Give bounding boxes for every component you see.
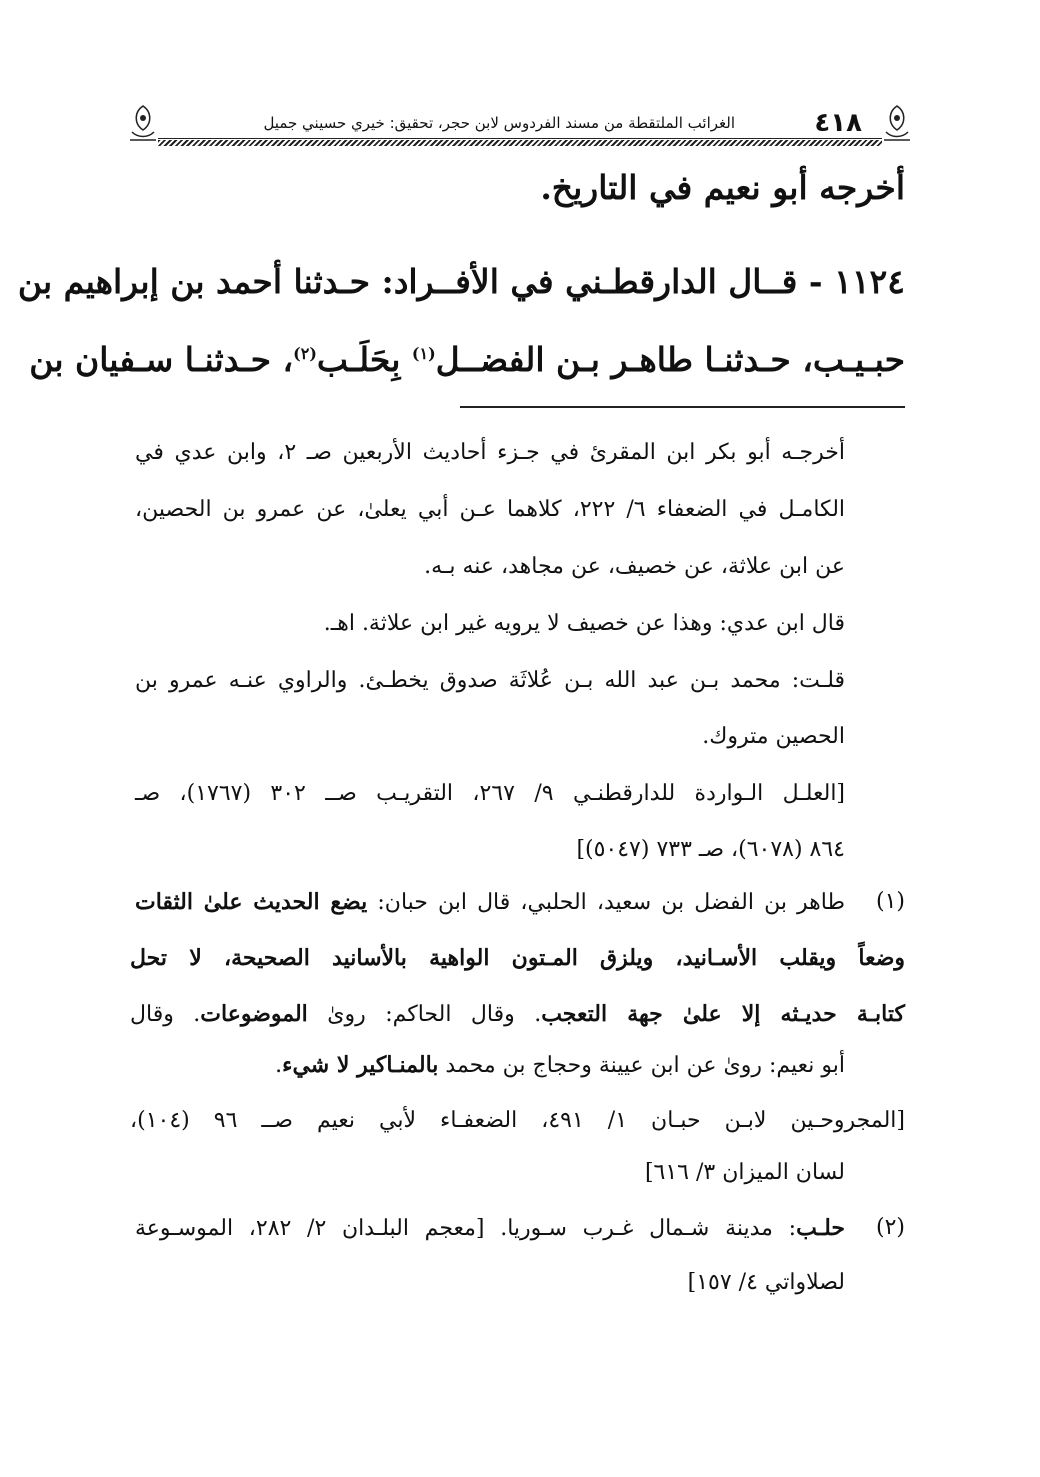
running-header (130, 100, 910, 148)
text-run-bold: بالمنـاكير لا شيء (282, 1052, 439, 1078)
footnote-line (130, 1001, 905, 1027)
footnote-ref: (١) (411, 344, 436, 363)
hadith-line: ١١٢٤ - قــال الدارقطـني في الأفــراد: حـدثنا أحمد بن إبراهيم بن (17, 262, 905, 301)
footnote-line (135, 1052, 845, 1078)
text-run-bold: كتابـة حديـثه إلا علىٰ جهة التعجب (541, 1001, 905, 1027)
text-run: . وقال (130, 1002, 201, 1027)
ornament-icon (880, 102, 914, 146)
text-run: أبو نعيم: روىٰ عن ابن عيينة وحجاج بن محمد (438, 1053, 845, 1078)
commentary-line: ٨٦٤ (٦٠٧٨)، صـ ٧٣٣ (٥٠٤٧)] (576, 837, 845, 862)
footnote-line (135, 889, 845, 915)
header-rule (158, 138, 882, 139)
footnote-line: [المجروحـين لابـن حبـان ١/ ٤٩١، الضعفـاء لأبي نعيم صــ ٩٦ (١٠٤)، (130, 1108, 906, 1133)
text-run: . وقال الحاكم: روىٰ (307, 1002, 542, 1027)
hadith-line (29, 340, 905, 379)
header-title: الغرائب الملتقطة من مسند الفردوس لابن حجر، تحقيق: خيري حسيني جميل (263, 114, 735, 132)
main-line: أخرجه أبو نعيم في التاريخ. (540, 168, 905, 207)
commentary-line: أخرجـه أبو بكر ابن المقرئ في جـزء أحاديث الأربعين صـ ٢، وابن عدي في (135, 440, 845, 465)
page-number: ٤١٨ (814, 108, 862, 138)
footnote-separator (460, 406, 905, 408)
text-run: بِحَلَـب (316, 340, 412, 379)
footnote-number: (١) (875, 889, 905, 914)
text-run: طاهر بن الفضل بن سعيد، الحلبي، قال ابن حبان: (367, 890, 845, 915)
text-run: : مدينة شـمال غـرب سـوريا. [معجم البلـدان ٢/ ٢٨٢، الموسـوعة (135, 1216, 797, 1241)
commentary-line: الحصين متروك. (702, 724, 845, 749)
footnote-line: وضعاً ويقلب الأسـانيد، ويلزق المـتون الواهية بالأسانيد الصحيحة، لا تحل (130, 945, 905, 971)
commentary-line: الكامـل في الضعفاء ٦/ ٢٢٢، كلاهما عـن أبي يعلىٰ، عن عمرو بن الحصين، (135, 497, 846, 522)
footnote-number: (٢) (875, 1215, 905, 1240)
commentary-line: قلـت: محمد بـن عبد الله بـن عُلاثَة صدوق يخطـئ. والراوي عنـه عمرو بن (135, 668, 845, 693)
text-run-bold: يضع الحديث علىٰ الثقات (135, 889, 368, 915)
text-run-bold: الموضوعات (200, 1001, 308, 1027)
commentary-line: عن ابن علاثة، عن خصيف، عن مجاهد، عنه بـه. (424, 554, 845, 579)
text-run: ، حـدثنـا سـفيان بن (29, 340, 294, 379)
text-run-bold: حلـب (796, 1215, 846, 1241)
footnote-line (135, 1215, 845, 1241)
footnote-ref: (٢) (293, 344, 317, 363)
header-rule-pattern (158, 140, 882, 146)
text-run: حبـيـب، حـدثنـا طاهـر بـن الفضــل (435, 340, 905, 379)
commentary-line: قال ابن عدي: وهذا عن خصيف لا يرويه غير ابن علاثة. اهـ. (323, 611, 845, 636)
footnote-line: لسان الميزان ٣/ ٦١٦] (644, 1160, 845, 1185)
text-run: . (275, 1053, 283, 1078)
footnote-line: لصلاواتي ٤/ ١٥٧] (687, 1270, 845, 1295)
commentary-line: [العلـل الـواردة للدارقطنـي ٩/ ٢٦٧، التقريـب صــ ٣٠٢ (١٧٦٧)، صـ (135, 781, 846, 806)
ornament-icon (126, 102, 160, 146)
